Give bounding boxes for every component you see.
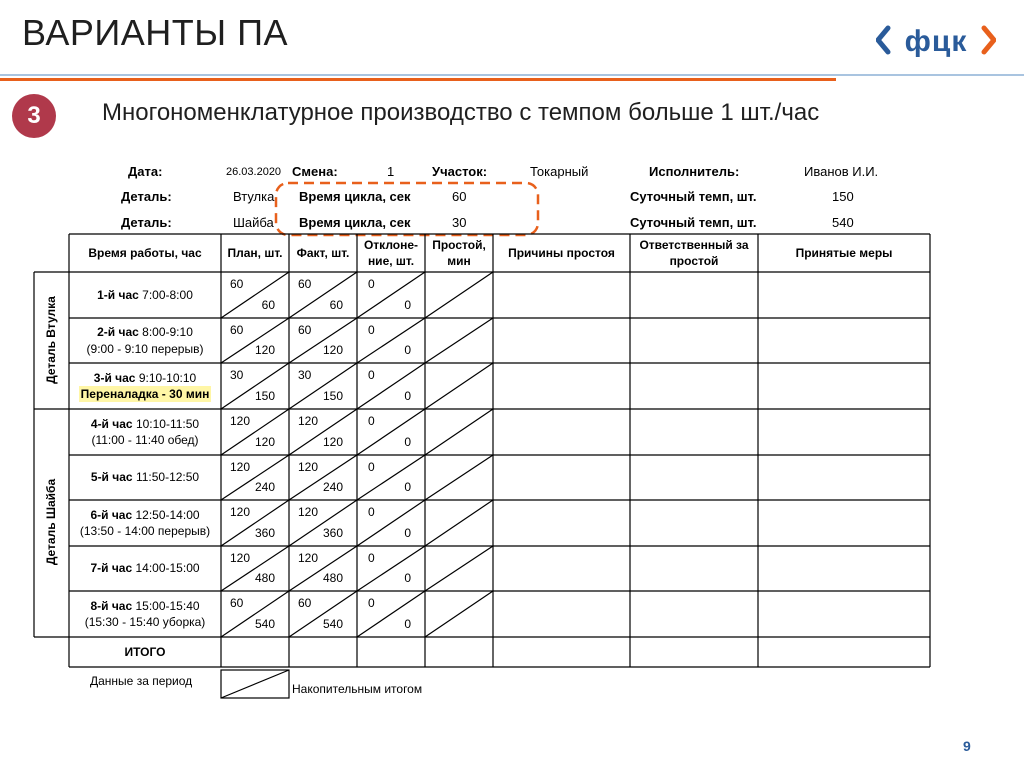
part2-label: Деталь: <box>121 215 172 230</box>
row-hour: 7-й час <box>90 561 133 576</box>
row-fact-period: 60 <box>298 596 312 610</box>
row-time <box>90 598 199 614</box>
row-dev-cumulative: 0 <box>404 389 411 403</box>
part1-label: Деталь: <box>121 189 172 204</box>
row-fact-period: 60 <box>298 277 312 291</box>
row-dev-period: 0 <box>368 505 375 519</box>
row-fact-period: 30 <box>298 368 312 382</box>
row-time-range: 14:00-15:00 <box>135 561 200 576</box>
row-time-cell <box>69 546 221 591</box>
row-dev-period: 0 <box>368 414 375 428</box>
row-fact-period: 60 <box>298 323 312 337</box>
row-time-range: 9:10-10:10 <box>138 370 197 385</box>
col-deviation: Отклоне-ние, шт. <box>363 237 419 268</box>
row-plan-cumulative: 480 <box>254 571 275 585</box>
row-plan-cumulative: 120 <box>254 343 275 357</box>
row-fact-period: 120 <box>298 414 319 428</box>
row-hour: 5-й час <box>90 470 133 485</box>
row-fact-period: 120 <box>298 551 319 565</box>
shift-value: 1 <box>387 164 395 179</box>
cycle1-label: Время цикла, сек <box>299 189 411 204</box>
row-plan-cumulative: 540 <box>254 617 275 631</box>
row-dev-period: 0 <box>368 460 375 474</box>
row-hour: 1-й час <box>97 287 139 302</box>
row-dev-period: 0 <box>368 368 375 382</box>
row-plan-cumulative: 60 <box>261 298 275 312</box>
row-fact-cumulative: 120 <box>322 343 343 357</box>
number-badge: 3 <box>12 94 56 138</box>
row-plan-period: 120 <box>230 551 251 565</box>
row-time-cell <box>69 272 221 318</box>
col-time: Время работы, час <box>88 245 202 260</box>
row-time-range: 12:50-14:00 <box>135 507 200 522</box>
row-time-cell <box>69 500 221 546</box>
col-fact: Факт, шт. <box>296 245 350 260</box>
row-dev-period: 0 <box>368 551 375 565</box>
row-plan-period: 120 <box>230 460 251 474</box>
tempo1-label: Суточный темп, шт. <box>630 189 757 204</box>
row-time <box>97 324 193 340</box>
row-time <box>90 560 199 576</box>
header-rule-orange <box>0 78 836 81</box>
row-hour: 8-й час <box>90 598 133 613</box>
row-dev-cumulative: 0 <box>404 480 411 494</box>
row-time-range: 11:50-12:50 <box>135 470 200 485</box>
row-time <box>91 416 199 432</box>
row-dev-period: 0 <box>368 323 375 337</box>
row-fact-cumulative: 480 <box>322 571 343 585</box>
row-dev-cumulative: 0 <box>404 571 411 585</box>
row-time-cell <box>69 591 221 637</box>
date-label: Дата: <box>128 164 163 179</box>
area-label: Участок: <box>432 164 488 179</box>
cell-diagonal <box>425 318 493 363</box>
cycle1-value: 60 <box>452 189 467 204</box>
executor-value: Иванов И.И. <box>804 164 879 179</box>
page-number: 9 <box>963 738 971 754</box>
row-note: (9:00 - 9:10 перерыв) <box>86 341 204 356</box>
header-rule-blue <box>0 74 1024 76</box>
fck-logo <box>876 22 996 58</box>
row-dev-cumulative: 0 <box>404 526 411 540</box>
row-time <box>90 507 199 523</box>
cycle2-label: Время цикла, сек <box>299 215 411 230</box>
row-hour: 3-й час <box>93 370 136 385</box>
cell-diagonal <box>425 409 493 455</box>
row-fact-cumulative: 240 <box>322 480 343 494</box>
row-dev-cumulative: 0 <box>404 343 411 357</box>
row-plan-period: 120 <box>230 414 251 428</box>
row-plan-period: 60 <box>230 277 244 291</box>
cell-diagonal <box>425 500 493 546</box>
col-responsible: Ответственный за простой <box>639 237 749 268</box>
cell-diagonal <box>425 272 493 318</box>
row-plan-period: 30 <box>230 368 244 382</box>
row-time <box>94 370 196 386</box>
cell-diagonal <box>425 591 493 637</box>
row-hour: 4-й час <box>90 416 133 431</box>
row-fact-cumulative: 360 <box>322 526 343 540</box>
row-note: (11:00 - 11:40 обед) <box>91 433 199 447</box>
tempo2-value: 540 <box>832 215 854 230</box>
row-plan-period: 60 <box>230 596 244 610</box>
row-fact-cumulative: 150 <box>322 389 343 403</box>
row-plan-period: 120 <box>230 505 251 519</box>
row-hour: 2-й час <box>97 325 139 340</box>
area-value: Токарный <box>530 164 589 179</box>
cycle2-value: 30 <box>452 215 467 230</box>
group-label-shaiba: Деталь Шайба <box>44 478 58 566</box>
row-plan-cumulative: 240 <box>254 480 275 494</box>
row-time <box>97 287 193 303</box>
row-dev-period: 0 <box>368 596 375 610</box>
tempo2-label: Суточный темп, шт. <box>630 215 757 230</box>
executor-label: Исполнитель: <box>649 164 740 179</box>
row-time-range: 10:10-11:50 <box>135 416 200 431</box>
row-fact-cumulative: 120 <box>322 435 343 449</box>
row-plan-cumulative: 150 <box>254 389 275 403</box>
group-label-vtulka: Деталь Втулка <box>44 296 58 384</box>
row-fact-period: 120 <box>298 505 319 519</box>
legend-period: Данные за период <box>90 674 193 688</box>
row-time-cell <box>69 318 221 363</box>
part2-value: Шайба <box>233 215 274 230</box>
row-plan-period: 60 <box>230 323 244 337</box>
cell-diagonal <box>425 546 493 591</box>
col-plan: План, шт. <box>227 245 283 260</box>
shift-label: Смена: <box>292 164 338 179</box>
part1-value: Втулка <box>233 189 275 204</box>
col-measures: Принятые меры <box>795 245 893 260</box>
row-plan-cumulative: 360 <box>254 526 275 540</box>
row-time-cell <box>69 409 221 455</box>
row-time-cell <box>69 455 221 500</box>
row-dev-cumulative: 0 <box>404 435 411 449</box>
row-dev-period: 0 <box>368 277 375 291</box>
row-fact-cumulative: 60 <box>329 298 343 312</box>
row-time-range: 15:00-15:40 <box>135 598 200 613</box>
row-note: (13:50 - 14:00 перерыв) <box>79 524 211 538</box>
slide-title: ВАРИАНТЫ ПА <box>22 12 288 53</box>
cell-diagonal <box>425 455 493 500</box>
legend-cumulative: Накопительным итогом <box>292 682 423 696</box>
col-idle: Простой, мин <box>432 237 486 268</box>
changeover-note: Переналадка - 30 мин <box>80 387 210 401</box>
col-reasons: Причины простоя <box>508 245 615 260</box>
svg-text:фцк: фцк <box>904 25 968 58</box>
row-dev-cumulative: 0 <box>404 617 411 631</box>
row-time-cell <box>69 363 221 409</box>
tempo1-value: 150 <box>832 189 854 204</box>
row-time-range: 8:00-9:10 <box>142 325 193 340</box>
row-dev-cumulative: 0 <box>404 298 411 312</box>
slide-subtitle: Многономенклатурное производство с темпом больше 1 шт./час <box>102 99 820 126</box>
row-fact-cumulative: 540 <box>322 617 343 631</box>
row-fact-period: 120 <box>298 460 319 474</box>
row-hour: 6-й час <box>90 507 133 522</box>
row-time <box>91 469 199 485</box>
date-value: 26.03.2020 <box>226 166 282 178</box>
row-plan-cumulative: 120 <box>254 435 275 449</box>
row-note: (15:30 - 15:40 уборка) <box>84 615 206 629</box>
row-time-range: 7:00-8:00 <box>142 287 193 302</box>
cell-diagonal <box>425 363 493 409</box>
total-label: ИТОГО <box>124 644 166 659</box>
